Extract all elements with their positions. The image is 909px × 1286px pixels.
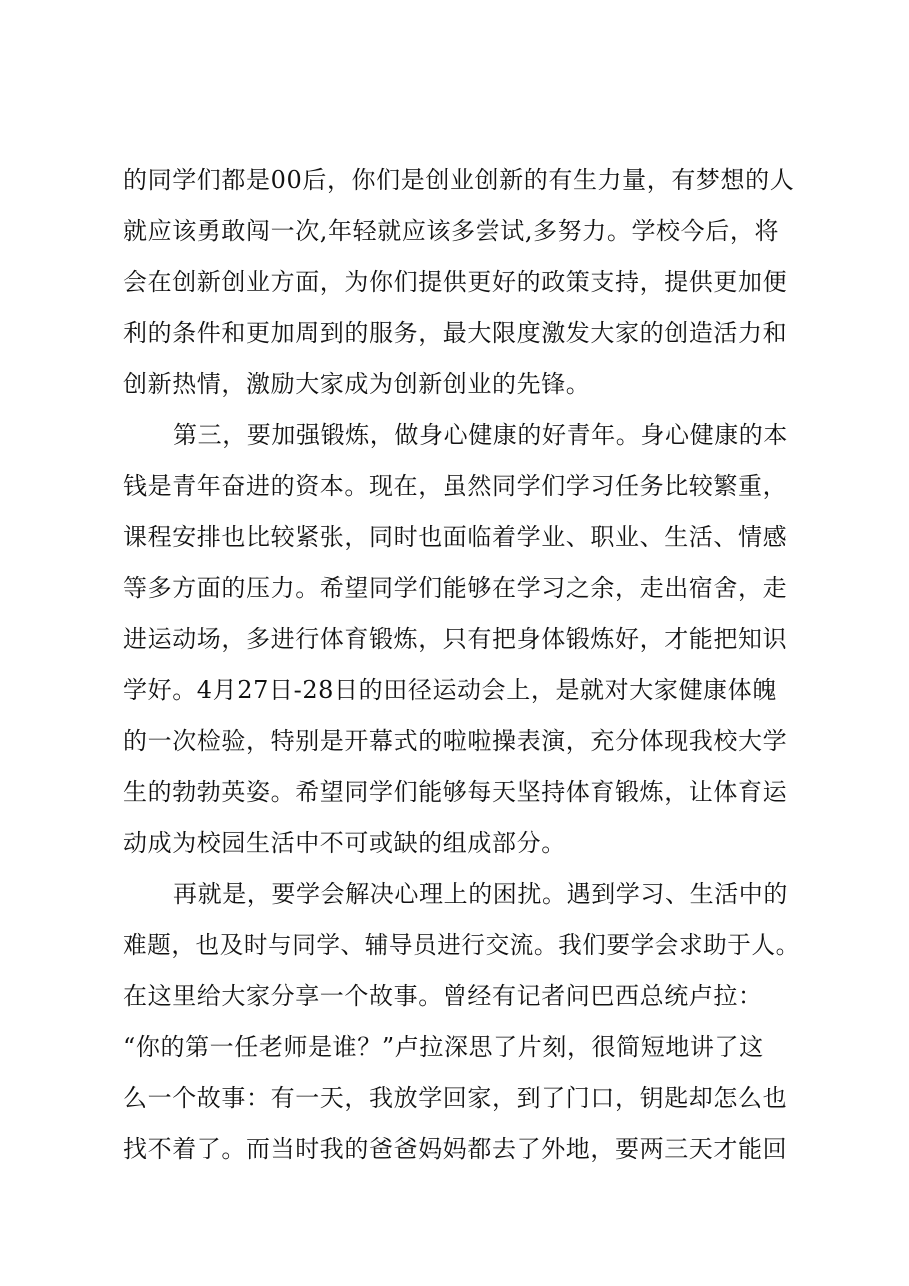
text-line: 的一次检验，特别是开幕式的啦啦操表演，充分体现我校大学 — [123, 727, 788, 755]
paragraph-first-line: 第三，要加强锻炼，做身心健康的好青年。身心健康的本 — [173, 421, 788, 449]
text-line: 么一个故事：有一天，我放学回家，到了门口，钥匙却怎么也 — [123, 1084, 788, 1112]
paragraph-first-line: 再就是，要学会解决心理上的困扰。遇到学习、生活中的 — [173, 880, 788, 908]
text-line: 创新热情，激励大家成为创新创业的先锋。 — [123, 370, 591, 398]
text-line: 等多方面的压力。希望同学们能够在学习之余，走出宿舍，走 — [123, 574, 788, 602]
text-line: 难题，也及时与同学、辅导员进行交流。我们要学会求助于人。 — [123, 931, 800, 959]
text-line: 进运动场，多进行体育锻炼，只有把身体锻炼好，才能把知识 — [123, 625, 788, 653]
text-line: 在这里给大家分享一个故事。曾经有记者问巴西总统卢拉： — [123, 982, 763, 1010]
text-line: 课程安排也比较紧张，同时也面临着学业、职业、生活、情感 — [123, 523, 788, 551]
text-line: 找不着了。而当时我的爸爸妈妈都去了外地，要两三天才能回 — [123, 1135, 788, 1163]
text-line: 动成为校园生活中不可或缺的组成部分。 — [123, 829, 566, 857]
text-line: 就应该勇敢闯一次,年轻就应该多尝试,多努力。学校今后，将 — [123, 217, 780, 245]
text-line: 的同学们都是00后，你们是创业创新的有生力量，有梦想的人 — [123, 166, 795, 194]
text-line: 会在创新创业方面，为你们提供更好的政策支持，提供更加便 — [123, 268, 788, 296]
text-line: 钱是青年奋进的资本。现在，虽然同学们学习任务比较繁重， — [123, 472, 788, 500]
text-line: 生的勃勃英姿。希望同学们能够每天坚持体育锻炼，让体育运 — [123, 778, 788, 806]
text-line: 利的条件和更加周到的服务，最大限度激发大家的创造活力和 — [123, 319, 788, 347]
text-line: 学好。4月27日-28日的田径运动会上，是就对大家健康体魄 — [123, 676, 777, 704]
text-line: “你的第一任老师是谁？”卢拉深思了片刻，很简短地讲了这 — [123, 1033, 764, 1061]
